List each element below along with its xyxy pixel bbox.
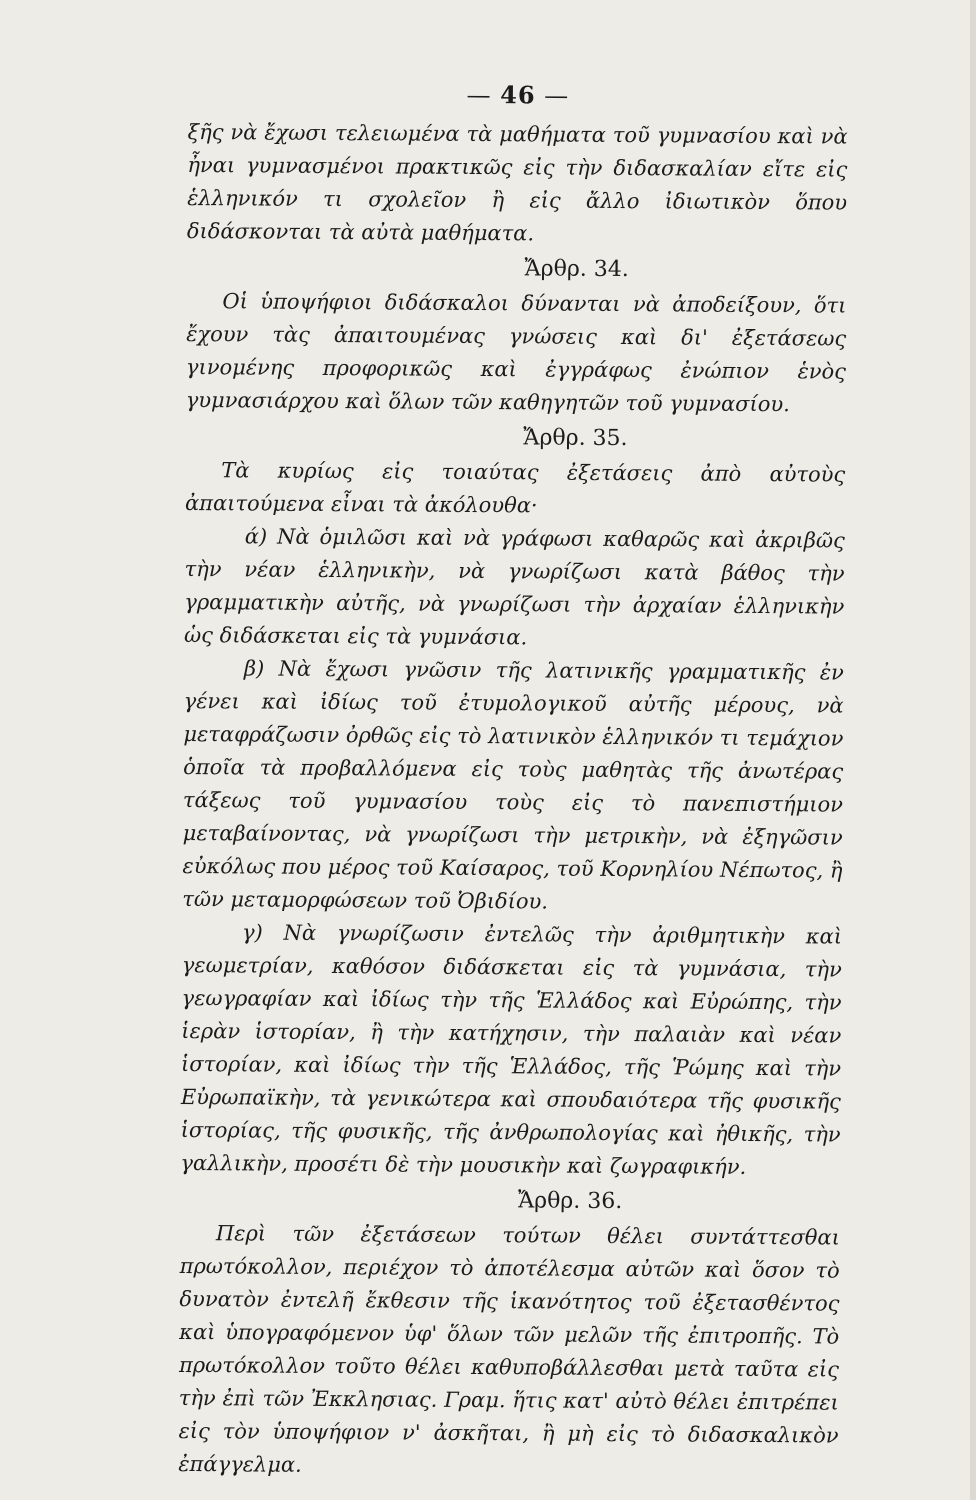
list-item-b: β) Νὰ ἔχωσι γνῶσιν τῆς λατινικῆς γραμματικῆς ἐν γένει καὶ ἰδίως τοῦ ἐτυμολογικοῦ αὐτῆς μέρους, νὰ μεταφράζωσιν ὀρθῶς εἰς τὸ λατινικὸν ἑλληνικόν τι τεμάχιον ὁποῖα τὰ προβαλλόμενα εἰς τοὺς μαθητὰς τῆς ἀνωτέρας τάξεως τοῦ γυμνασίου τοὺς εἰς τὸ πανεπιστήμιον μεταβαίνοντας, νὰ γνωρίζωσι τὴν μετρικὴν, νὰ ἐξηγῶσιν εὐκόλως που μέρος τοῦ Καίσαρος, τοῦ Κορνηλίου Νέπωτος, ἢ τῶν μεταμορφώσεων τοῦ Ὀβιδίου. — [182, 656, 844, 914]
page-number-dash-left: — — [466, 80, 501, 110]
page-number-dash-right: — — [535, 81, 570, 110]
article-heading-35: Ἄρθρ. 35. — [523, 425, 628, 452]
list-item-a: ά) Νὰ ὁμιλῶσι καὶ νὰ γράφωσι καθαρῶς καὶ ἀκριβῶς τὴν νέαν ἑλληνικὴν, νὰ γνωρίζωσι κατὰ βάθος τὴν γραμματικὴν αὐτῆς, νὰ γνωρίζωσι τὴν ἀρχαίαν ἑλληνικὴν ὡς διδάσκεται εἰς τὰ γυμνάσια. — [184, 524, 845, 650]
paragraph-article-34: Οἱ ὑποψήφιοι διδάσκαλοι δύνανται νὰ ἀποδείξουν, ὅτι ἔχουν τὰς ἀπαιτουμένας γνώσεις καὶ δι' ἐξετάσεως γινομένης προφορικῶς καὶ ἐγγράφως ἐνώπιον ἑνὸς γυμνασιάρχου καὶ ὅλων τῶν καθηγητῶν τοῦ γυμνασίου. — [185, 289, 847, 417]
paragraph-continuation: ξῆς νὰ ἔχωσι τελειωμένα τὰ μαθήματα τοῦ γυμνασίου καὶ νὰ ἦναι γυμνασμένοι πρακτικῶς εἰς τὴν διδασκαλίαν εἴτε εἰς ἑλληνικόν τι σχολεῖον ἢ εἰς ἄλλο ἰδιωτικὸν ὅπου διδάσκονται τὰ αὐτὰ μαθήματα. — [186, 119, 848, 246]
page-number-value: 46 — [500, 80, 536, 110]
paragraph-article-36: Περὶ τῶν ἐξετάσεων τούτων θέλει συντάττεσθαι πρωτόκολλον, περιέχον τὸ ἀποτέλεσμα αὐτῶν καὶ ὅσον τὸ δυνατὸν ἐντελῆ ἔκθεσιν τῆς ἱκανότητος τοῦ ἐξετασθέντος καὶ ὑπογραφόμενον ὑφ' ὅλων τῶν μελῶν τῆς ἐπιτροπῆς. Τὸ πρωτόκολλον τοῦτο θέλει καθυποβάλλεσθαι μετὰ ταῦτα εἰς τὴν ἐπὶ τῶν Ἐκκλησιας. Γραμ. ἥτις κατ' αὐτὸ θέλει ἐπιτρέπει εἰς τὸν ὑποψήφιον ν' ἀσκῆται, ἢ μὴ εἰς τὸ διδασκαλικὸν ἐπάγγελμα. — [178, 1221, 840, 1477]
page-edge-shadow — [970, 0, 976, 1500]
page-number — [188, 76, 848, 115]
text-block — [178, 76, 848, 1486]
paragraph-article-35-intro: Τὰ κυρίως εἰς τοιαύτας ἐξετάσεις ἀπὸ αὐτοὺς ἀπαιτούμενα εἶναι τὰ ἀκόλουθα· — [184, 458, 846, 518]
list-item-g: γ) Νὰ γνωρίζωσιν ἐντελῶς τὴν ἀριθμητικὴν καὶ γεωμετρίαν, καθόσον διδάσκεται εἰς τὰ γυμνάσια, τὴν γεωγραφίαν καὶ ἰδίως τὴν τῆς Ἑλλάδος καὶ Εὐρώπης, τὴν ἱερὰν ἱστορίαν, ἢ τὴν κατήχησιν, τὴν παλαιὰν καὶ νέαν ἱστορίαν, καὶ ἰδίως τὴν τῆς Ἑλλάδος, τῆς Ῥώμης καὶ τὴν Εὐρωπαϊκὴν, τὰ γενικώτερα καὶ σπουδαιότερα τῆς φυσικῆς ἱστορίας, τῆς φυσικῆς, τῆς ἀνθρωπολογίας καὶ ἠθικῆς, τὴν γαλλικὴν, προσέτι δὲ τὴν μουσικὴν καὶ ζωγραφικήν. — [180, 920, 843, 1179]
article-heading-34: Ἄρθρ. 34. — [524, 256, 629, 283]
article-heading-36: Ἄρθρ. 36. — [517, 1188, 623, 1215]
